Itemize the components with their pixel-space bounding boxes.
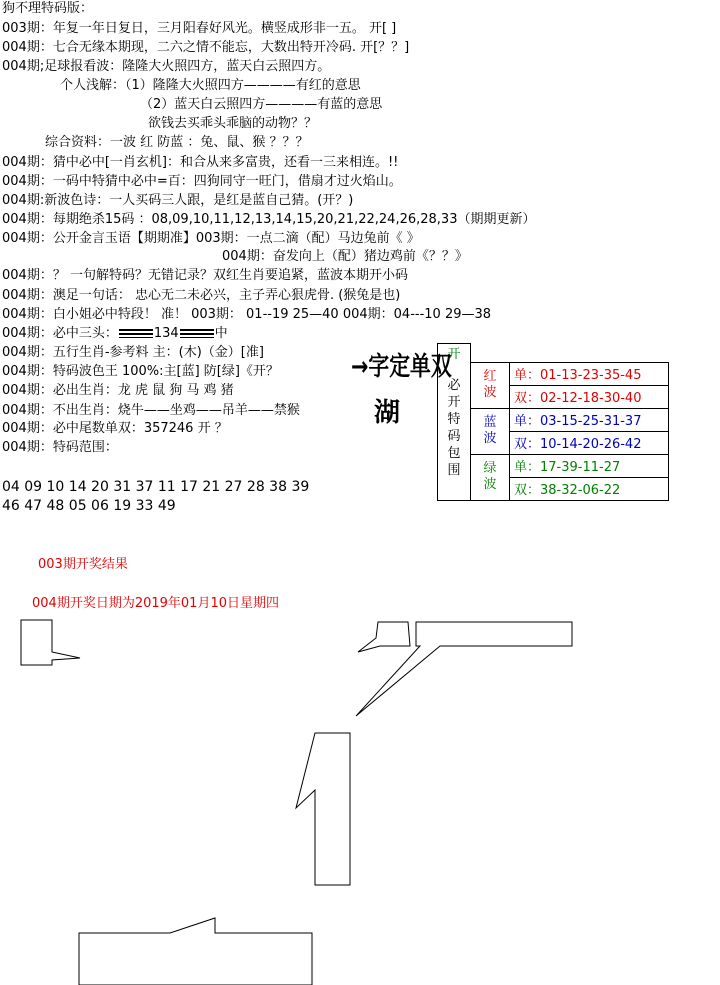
vertical-char: 必 — [447, 378, 461, 393]
double-cell: 双：10-14-20-26-42 — [510, 431, 669, 454]
line-21: 004期：不出生肖：烧牛——坐鸡——吊羊——禁猴 — [2, 403, 300, 418]
side-text-2: 湖 — [374, 398, 401, 428]
range-line-2: 46 47 48 05 06 19 33 49 — [2, 498, 176, 514]
line-19: 004期：特码波色王 100%:主[蓝] 防[绿]《开？ — [2, 364, 279, 379]
line-5: （2）蓝天白云照四方————有蓝的意思 — [140, 97, 383, 112]
line-3: 004期;足球报看波：隆隆大火照四方，蓝天白云照四方。 — [2, 59, 331, 74]
wave-label: 红波 — [471, 362, 510, 408]
line-11: 004期：每期绝杀15码 ：08,09,10,11,12,13,14,15,20,21,22,24,26,28,33（期期更新） — [2, 212, 536, 227]
line-12: 004期：公开金言玉语【期期准】003期：一点二滴（配）马边兔前《 》 — [2, 231, 420, 246]
page-title: 狗不理特码版： — [2, 1, 94, 16]
side-text: →字定单双 — [351, 352, 452, 382]
wave-label: 蓝波 — [471, 408, 510, 454]
vertical-char: 特 — [447, 412, 461, 427]
line-22: 004期：必中尾数单双：357246 开 ？ — [2, 421, 228, 436]
line-13: 004期：奋发向上（配）猪边鸡前《？？》 — [222, 249, 468, 264]
line-16: 004期：白小姐必中特段！ 准！ 003期： 01--19 25—40 004期：04---10 29—38 — [2, 307, 492, 322]
range-line-1: 04 09 10 14 20 31 37 11 17 21 27 28 38 39 — [2, 479, 310, 495]
vertical-char: 码 — [447, 429, 461, 444]
single-cell: 单：03-15-25-31-37 — [510, 408, 669, 431]
callout-box-small — [358, 622, 410, 652]
line-8: 004期：猜中必中[一肖玄机]：和合从来多富贵，还看一三来相连。!! — [2, 155, 399, 170]
san-tou-mid: 134 — [153, 326, 179, 341]
vertical-char: 开 — [447, 395, 461, 410]
wave-label: 绿波 — [471, 454, 510, 500]
line-20: 004期：必出生肖：龙 虎 鼠 狗 马 鸡 猪 — [2, 383, 234, 398]
single-cell: 单：01-13-23-35-45 — [510, 362, 669, 385]
line-10: 004期:新波色诗：一人买码三人跟，是红是蓝自己猜。(开？) — [2, 193, 354, 208]
san-tou-end: 中 — [214, 326, 228, 341]
result-title: 003期开奖结果 — [38, 557, 128, 572]
result-date: 004期开奖日期为2019年01月10日星期四 — [32, 596, 279, 611]
line-1: 003期：年复一年日复日，三月阳春好风光。横竖成形非一五。 开[ ] — [2, 21, 397, 36]
line-14: 004期：？ 一句解特码？无错记录？双红生肖要追紧，蓝波本期开小码 — [2, 268, 408, 283]
number-one-shape — [296, 733, 350, 885]
line-6: 欲钱去买乖头乖脑的动物？？ — [148, 116, 318, 131]
callout-box-left — [21, 620, 80, 665]
line-23: 004期：特码范围： — [2, 440, 118, 455]
vertical-char: 包 — [447, 446, 461, 461]
callout-box-right — [356, 622, 572, 716]
callout-box-bottom — [79, 918, 312, 985]
single-cell: 单：17-39-11-27 — [510, 454, 669, 477]
line-2: 004期：七合无缘本期现，二六之情不能忘，大数出特开冷码. 开[？？] — [2, 40, 410, 55]
vertical-char: 围 — [447, 463, 461, 478]
double-cell: 双：02-12-18-30-40 — [510, 385, 669, 408]
line-9: 004期：一码中特猜中必中=百：四狗同守一旺门，借扇才过火焰山。 — [2, 174, 402, 189]
line-18: 004期：五行生肖-参考料 主：(木)（金）[准] — [2, 345, 264, 360]
table-head: 开 — [447, 347, 461, 362]
line-4: 个人浅解：（1）隆隆大火照四方————有红的意思 — [60, 78, 361, 93]
double-cell: 双：38-32-06-22 — [510, 477, 669, 500]
line-17: 004期：必中三头： — [2, 326, 118, 341]
line-15: 004期：澳足一句话： 忠心无二未必兴，主子弄心狠虎骨. (猴兔是也) — [2, 288, 401, 303]
line-7: 综合资料：一波 红 防蓝 ：兔、鼠、猴 ？？？ — [45, 135, 309, 150]
